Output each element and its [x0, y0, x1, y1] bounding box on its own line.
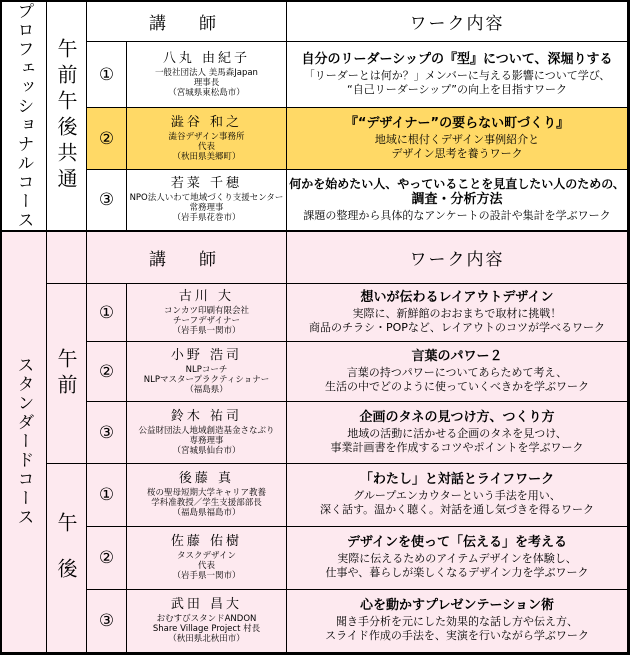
work-title: 自分のリーダーシップの『型』について、深堀りする: [301, 51, 613, 67]
row-number: ②: [87, 108, 127, 170]
instructor-name: 小野 浩司: [170, 347, 243, 363]
instructor-name: 後藤 真: [178, 471, 235, 487]
work-content-cell: 想いが伝わるレイアウトデザイン 実際に、新鮮館のおおまちで取材に挑戦！ 商品のチラシ・POPなど、レイアウトのコツが学べるワーク: [287, 284, 628, 342]
standard-header-spacer: [47, 231, 87, 284]
row-number: ③: [87, 590, 127, 653]
row-number: ②: [87, 527, 127, 590]
instructor-name: 佐藤 佑樹: [170, 534, 243, 550]
standard-work-header: ワーク内容: [287, 231, 628, 284]
work-title: 何かを始めたい人、やっていることを見直したい人のための、: [289, 176, 625, 191]
work-content-cell: 心を動かすプレゼンテーション術 聞き手分析を元にした効果的な話し方や伝え方、 スライド作成の手法を、実演を行いながら学ぶワーク: [287, 590, 628, 653]
instructor-name: 古川 大: [178, 288, 235, 304]
work-content-cell: 自分のリーダーシップの『型』について、深堀りする 「リーダーとは何か？」メンバーに与える影響について学び、 “自己リーダーシップ”の向上を目指すワーク: [287, 42, 628, 108]
instructor-cell: 八丸 由紀子 一般社団法人 美馬森Japan 理事長 （宮城県東松島市）: [127, 42, 287, 108]
work-title: 「わたし」と対話とライフワーク: [359, 472, 555, 488]
row-number: ①: [87, 42, 127, 108]
instructor-name: 八丸 由紀子: [162, 50, 251, 66]
instructor-cell: 小野 浩司 NLPコーチ NLPマスタープラクティショナー （福島県）: [127, 342, 287, 402]
row-number: ③: [87, 170, 127, 231]
row-number: ③: [87, 402, 127, 464]
instructor-name: 武田 昌大: [170, 597, 243, 613]
professional-work-header: ワーク内容: [287, 2, 628, 42]
work-title: 心を動かすプレゼンテーション術: [360, 598, 554, 614]
work-title: デザインを使って「伝える」を考える: [346, 535, 568, 551]
work-content-cell: 企画のタネの見つけ方、つくり方 地域の活動に活かせる企画のタネを見つけ、 事業計画書を作成するコツやポイントを学ぶワーク: [287, 402, 628, 464]
standard-course-label: スタンダードコース: [2, 231, 47, 653]
row-number: ②: [87, 342, 127, 402]
work-content-cell: 『“デザイナー”の要らない町づくり』 地域に根付くデザイン事例紹介と デザイン思考を養うワーク: [287, 108, 628, 170]
instructor-cell: 古川 大 コンカツ印刷有限会社 チーフデザイナー （岩手県一関市）: [127, 284, 287, 342]
instructor-cell: 鈴木 祐司 公益財団法人地域創造基金さなぶり 専務理事 （宮城県仙台市）: [127, 402, 287, 464]
professional-instructor-header: 講 師: [87, 2, 287, 42]
instructor-name: 澁谷 和之: [170, 114, 243, 130]
work-title: 言葉のパワー２: [411, 348, 503, 364]
instructor-name: 鈴木 祐司: [170, 408, 243, 424]
work-title: 『“デザイナー”の要らない町づくり』: [344, 115, 570, 131]
work-content-cell: 何かを始めたい人、やっていることを見直したい人のための、 調査・分析方法 課題の整理から具体的なアンケートの設計や集計を学ぶワーク: [287, 170, 628, 231]
work-title-line2: 調査・分析方法: [411, 192, 503, 208]
morning-period-label: 午前: [47, 284, 87, 464]
professional-period-label: 午前午後共通: [47, 2, 87, 231]
professional-course-label: プロフェッショナルコース: [2, 2, 47, 231]
row-number: ①: [87, 284, 127, 342]
instructor-cell: 武田 昌大 おむすびスタンドANDON Share Village Project 村長 （秋田県北秋田市）: [127, 590, 287, 653]
afternoon-period-label: 午後: [47, 464, 87, 653]
work-content-cell: 言葉のパワー２ 言葉の持つパワーについてあらためて考え、 生活の中でどのように使っていくべきかを学ぶワーク: [287, 342, 628, 402]
work-title: 想いが伝わるレイアウトデザイン: [360, 289, 554, 305]
instructor-name: 若菜 千穂: [170, 176, 243, 192]
instructor-cell: 後藤 真 桜の聖母短期大学キャリア教養 学科准教授／学生支援部部長 （福島県福島市）: [127, 464, 287, 527]
instructor-cell: 澁谷 和之 澁谷デザイン事務所 代表 （秋田県美郷町）: [127, 108, 287, 170]
instructor-cell: 若菜 千穂 NPO法人いわて地域づくり支援センター 常務理事 （岩手県花巻市）: [127, 170, 287, 231]
work-title: 企画のタネの見つけ方、つくり方: [359, 409, 555, 425]
instructor-cell: 佐藤 佑樹 タスクデザイン 代表 （岩手県一関市）: [127, 527, 287, 590]
standard-instructor-header: 講 師: [87, 231, 287, 284]
row-number: ①: [87, 464, 127, 527]
work-content-cell: デザインを使って「伝える」を考える 実際に伝えるためのアイテムデザインを体験し、 仕事や、暮らしが楽しくなるデザイン力を学ぶワーク: [287, 527, 628, 590]
work-content-cell: 「わたし」と対話とライフワーク グループエンカウターという手法を用い、 深く話す。温かく聴く。対話を通し気づきを得るワーク: [287, 464, 628, 527]
